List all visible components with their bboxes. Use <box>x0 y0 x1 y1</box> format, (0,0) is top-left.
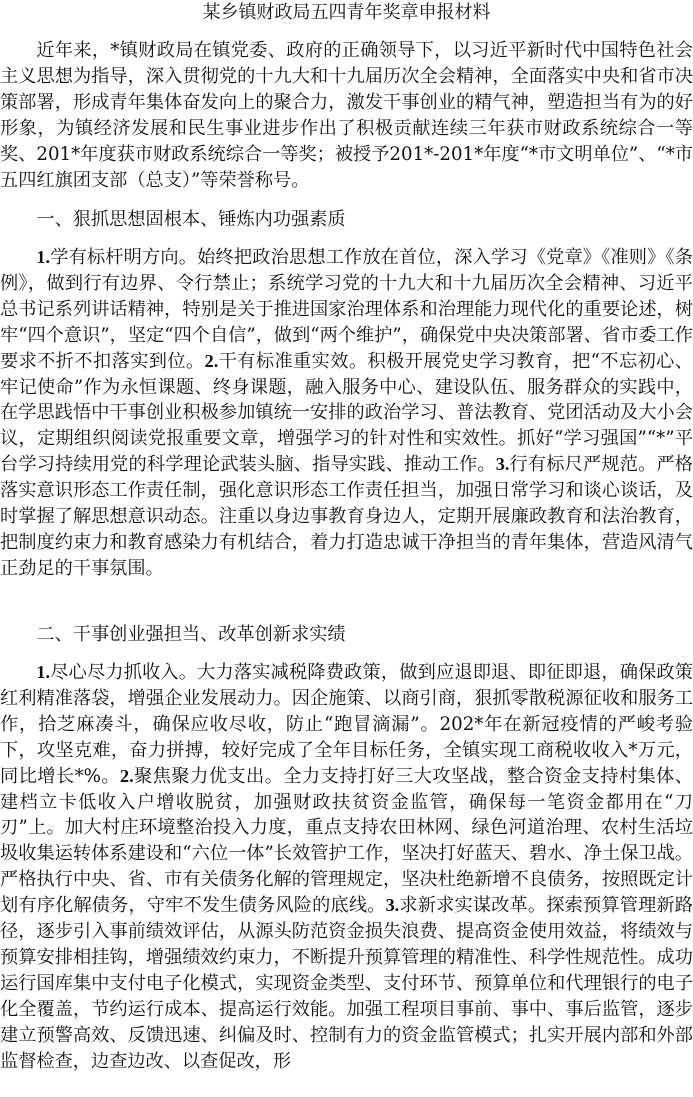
item-text: 尽心尽力抓收入。大力落实减税降费政策，做到应退即退、即征即退，确保政策红利精准落袋，增强企业发展动力。因企施策、以商引商，狠抓零散税源征收和服务工作，拾芝麻凑斗，确保应收尽收，防止“跑冒滴漏”。202*年在新冠疫情的严峻考验下，攻坚克难，奋力拼搏，较好完成了全年目标任务，全镇实现工商税收收入*万元，同比增长*%。 <box>0 662 693 787</box>
item-text: 求新求实谋改革。探索预算管理新路径，逐步引入事前绩效评估，从源头防范资金损失浪费、提高资金使用效益，将绩效与预算安排相挂钩，增强绩效约束力，不断提升预算管理的精准性、科学性规范性。成功运行国库集中支付电子化模式，实现资金类型、支付环节、预算单位和代理银行的电子化全覆盖，节约运行成本、提高运行效能。加强工程项目事前、事中、事后监管，逐步建立预警高效、反馈迅速、纠偏及时、控制有力的资金监管模式；扎实开展内部和外部监督检查，边查边改、以查促改，形 <box>0 895 693 1072</box>
section-2-paragraph <box>0 660 693 1075</box>
item-number: 1. <box>36 662 51 682</box>
section-heading-2: 二、干事创业强担当、改革创新求实绩 <box>36 624 346 645</box>
item-number: 1. <box>36 247 51 267</box>
item-number: 2. <box>120 765 134 786</box>
item-text: 聚焦聚力优支出。全力支持打好三大攻坚战，整合资金支持村集体、建档立卡低收入户增收脱贫，加强财政扶贫资金监管，确保每一笔资金都用在“刀刃”上。加大村庄环境整治投入力度，重点支持农田林网、绿色河道治理、农村生活垃圾收集运转体系建设和“六位一体”长效管护工作，坚决打好蓝天、碧水、净土保卫战。严格执行中央、省、市有关债务化解的管理规定，坚决杜绝新增不良债务，按照既定计划有序化解债务，守牢不发生债务风险的底线。 <box>0 765 693 917</box>
item-text: 干有标准重实效。积极开展党史学习教育，把“不忘初心、牢记使命”作为永恒课题、终身课题，融入服务中心、建设队伍、服务群众的实践中，在学思践悟中干事创业积极参加镇统一安排的政治学习、普法教育、党团活动及大小会议，定期组织阅读党报重要文章，增强学习的针对性和实效性。抓好“学习强国”“*”平台学习持续用党的科学理论武装头脑、指导实践、推动工作。 <box>0 350 693 476</box>
item-text: 行有标尺严规范。严格落实意识形态工作责任制，强化意识形态工作责任担当，加强日常学习和谈心谈话，及时掌握了解思想意识动态。注重以身边事教育身边人，定期开展廉政教育和法治教育，把制度约束力和教育感染力有机结合，着力打造忠诚干净担当的青年集体，营造风清气正劲足的干事氛围。 <box>0 454 693 579</box>
section-heading-1: 一、狠抓思想固根本、锤炼内功强素质 <box>36 209 346 230</box>
section-1-paragraph <box>0 245 693 582</box>
intro-paragraph: 近年来，*镇财政局在镇党委、政府的正确领导下，以习近平新时代中国特色社会主义思想为指导，深入贯彻党的十九大和十九届历次全会精神，全面落实中央和省市决策部署，形成青年集体奋发向上的聚合力，激发干事创业的精气神，塑造担当有为的好形象，为镇经济发展和民生事业进步作出了积极贡献连续三年获市财政系统综合一等奖、201*年度获市财政系统综合一等奖；被授予201*-201*年度“*市文明单位”、“*市五四红旗团支部（总支）”等荣誉称号。 <box>0 40 693 191</box>
item-number: 3. <box>385 895 400 916</box>
item-number: 2. <box>204 350 219 371</box>
item-number: 3. <box>495 454 510 475</box>
item-text: 学有标杆明方向。始终把政治思想工作放在首位，深入学习《党章》《准则》《条例》，做到行有边界、令行禁止；系统学习党的十九大和十九届历次全会精神、习近平总书记系列讲话精神，特别是关于推进国家治理体系和治理能力现代化的重要论述，树牢“四个意识”，坚定“四个自信”，做到“两个维护”，确保党中央决策部署、省市委工作要求不折不扣落实到位。 <box>0 247 693 372</box>
document-title: 某乡镇财政局五四青年奖章申报材料 <box>202 2 491 23</box>
